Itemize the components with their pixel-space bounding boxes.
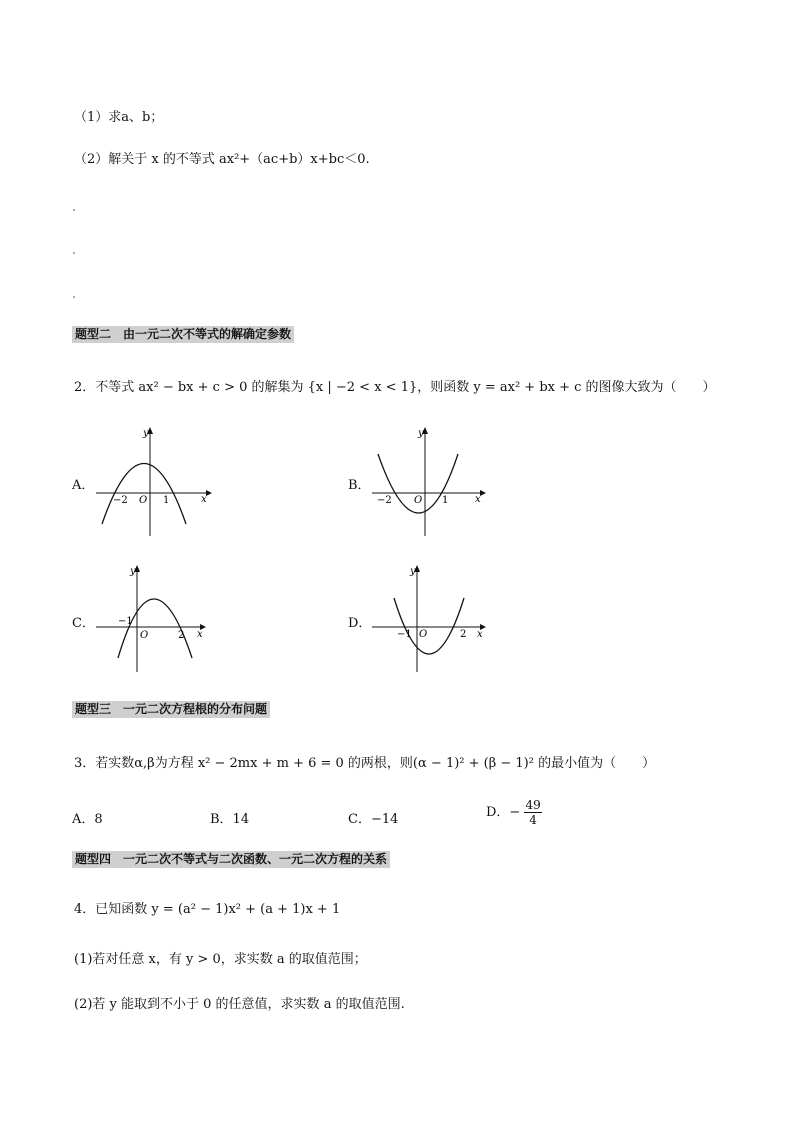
q4-part1: (1)若对任意 x，有 y > 0，求实数 a 的取值范围；	[74, 952, 367, 967]
origin-label: O	[414, 495, 423, 506]
section-heading-2: 题型二 由一元二次不等式的解确定参数	[72, 326, 294, 343]
q2-option-b-label[interactable]: B．	[348, 478, 371, 493]
tick-label: 2	[460, 629, 467, 640]
tick-label: −2	[377, 495, 392, 506]
tick-label: −2	[113, 495, 128, 506]
q2-option-c-label[interactable]: C．	[72, 616, 95, 631]
q2-option-b-graph[interactable]	[370, 424, 490, 539]
q4-stem: 4．已知函数 y = (a² − 1)x² + (a + 1)x + 1	[74, 902, 341, 917]
x-axis-label: x	[201, 494, 207, 505]
q2-option-c-graph[interactable]	[94, 562, 214, 677]
faint-dot	[73, 209, 75, 211]
section-heading-4: 题型四 一元二次不等式与二次函数、一元二次方程的关系	[72, 851, 390, 868]
x-axis-label: x	[197, 629, 203, 640]
q2-option-a-graph[interactable]	[94, 424, 214, 539]
q3-stem: 3．若实数α,β为方程 x² − 2mx + m + 6 = 0 的两根，则(α − 1)² + (β − 1)² 的最小值为（ ）	[74, 756, 656, 771]
q1-part2: （2）解关于 x 的不等式 ax²+（ac+b）x+bc＜0.	[74, 152, 370, 167]
y-axis-label: y	[410, 566, 416, 577]
x-axis-label: x	[477, 629, 483, 640]
q2-stem: 2．不等式 ax² − bx + c > 0 的解集为 {x | −2 < x < 1}，则函数 y = ax² + bx + c 的图像大致为（ ）	[74, 380, 716, 395]
q3-option-d-prefix: D．−	[486, 805, 521, 820]
origin-label: O	[139, 495, 148, 506]
q3-option-c[interactable]: C．−14	[348, 812, 399, 827]
y-axis-label: y	[143, 428, 149, 439]
origin-label: O	[140, 630, 149, 641]
faint-dot	[73, 296, 75, 298]
section-heading-3: 题型三 一元二次方程根的分布问题	[72, 701, 270, 718]
q3-option-d-fraction	[524, 798, 541, 827]
q3-option-d[interactable]	[486, 798, 542, 827]
q1-part1: （1）求a、b；	[74, 110, 164, 125]
q2-option-d-label[interactable]: D．	[348, 616, 372, 631]
x-axis-label: x	[475, 494, 481, 505]
fraction-numerator: 49	[525, 798, 541, 812]
q3-option-a[interactable]: A．8	[72, 812, 103, 827]
fraction-denominator: 4	[529, 813, 537, 827]
faint-dot	[73, 252, 75, 254]
tick-label: 2	[178, 630, 185, 641]
q2-option-d-graph[interactable]	[370, 562, 490, 677]
q4-part2: (2)若 y 能取到不小于 0 的任意值，求实数 a 的取值范围.	[74, 997, 405, 1012]
y-axis-label: y	[418, 428, 424, 439]
tick-label: 1	[163, 495, 170, 506]
tick-label: −1	[118, 616, 133, 627]
tick-label: −1	[397, 629, 412, 640]
tick-label: 1	[442, 495, 449, 506]
q3-option-b[interactable]: B．14	[210, 812, 250, 827]
y-axis-label: y	[130, 566, 136, 577]
origin-label: O	[419, 629, 428, 640]
q2-option-a-label[interactable]: A．	[72, 478, 95, 493]
